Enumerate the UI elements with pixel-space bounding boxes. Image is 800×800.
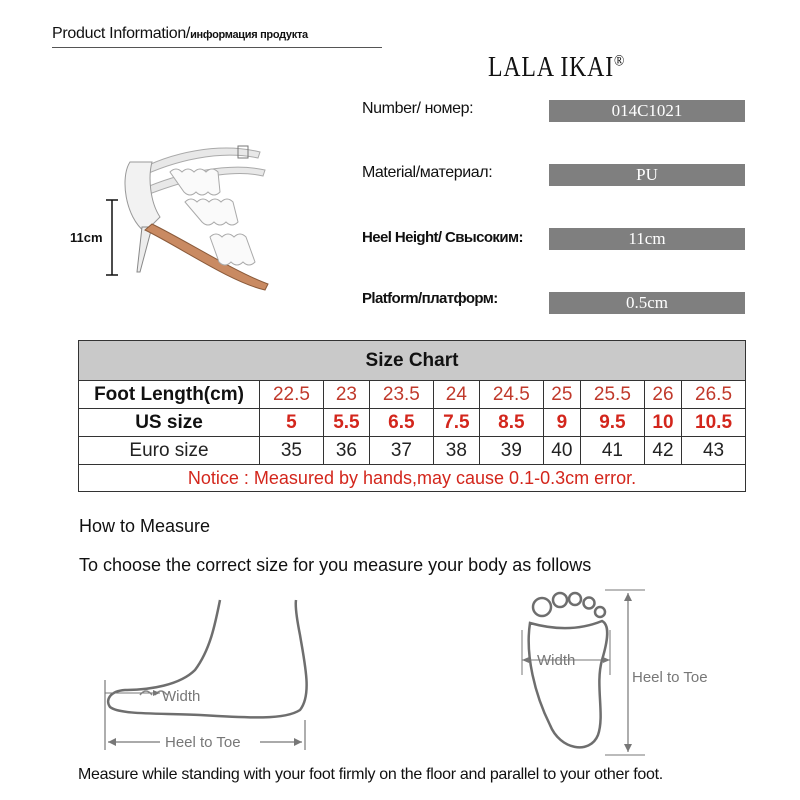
platform-label: Platform/платформ: — [362, 290, 498, 307]
table-cell: 9 — [543, 409, 580, 437]
heading-russian: информация продукта — [190, 29, 308, 41]
table-cell: 37 — [369, 437, 433, 465]
sandal-product-image — [60, 132, 290, 297]
product-info-heading — [52, 25, 308, 43]
side-width-label: Width — [162, 688, 201, 705]
how-to-measure-subtitle: To choose the correct size for you measure your body as follows — [79, 555, 592, 575]
table-cell: 24 — [433, 381, 479, 409]
number-value: 014C1021 — [549, 100, 745, 122]
table-row — [79, 409, 746, 437]
table-cell: 40 — [543, 437, 580, 465]
how-to-measure-title: How to Measure — [79, 516, 211, 536]
table-cell: 25.5 — [580, 381, 644, 409]
table-cell: 7.5 — [433, 409, 479, 437]
table-cell: 10.5 — [682, 409, 746, 437]
brand-name: LALA IKAI — [488, 52, 614, 83]
heel-height-label: Heel Height/ Свысоким: — [362, 229, 523, 246]
table-cell: 26 — [644, 381, 681, 409]
table-cell: 23 — [323, 381, 369, 409]
size-chart-table — [78, 340, 746, 492]
registered-mark: ® — [613, 52, 626, 70]
notice-row — [79, 465, 746, 492]
size-chart-title-row — [79, 341, 746, 381]
table-cell: 5 — [260, 409, 324, 437]
table-cell: 10 — [644, 409, 681, 437]
number-label: Number/ номер: — [362, 100, 474, 117]
us-size-header: US size — [79, 409, 260, 437]
measurement-instructions: Measure while standing with your foot firmly on the floor and parallel to your other foot. — [78, 766, 663, 783]
table-row — [79, 381, 746, 409]
sole-width-label: Width — [537, 652, 576, 669]
side-heel-to-toe-label: Heel to Toe — [165, 734, 241, 751]
table-cell: 38 — [433, 437, 479, 465]
euro-size-header: Euro size — [79, 437, 260, 465]
size-chart-title: Size Chart — [79, 341, 746, 381]
table-cell: 6.5 — [369, 409, 433, 437]
foot-length-header: Foot Length(cm) — [79, 381, 260, 409]
sole-heel-to-toe-label: Heel to Toe — [632, 669, 708, 686]
foot-sole-diagram — [510, 585, 740, 765]
foot-side-diagram — [100, 595, 330, 765]
material-value: PU — [549, 164, 745, 186]
table-cell: 8.5 — [479, 409, 543, 437]
table-cell: 43 — [682, 437, 746, 465]
heading-english: Product Information/ — [52, 25, 191, 42]
table-cell: 9.5 — [580, 409, 644, 437]
table-cell: 42 — [644, 437, 681, 465]
table-row — [79, 437, 746, 465]
table-cell: 23.5 — [369, 381, 433, 409]
table-cell: 25 — [543, 381, 580, 409]
table-cell: 36 — [323, 437, 369, 465]
table-cell: 22.5 — [260, 381, 324, 409]
heel-height-value: 11cm — [549, 228, 745, 250]
platform-value: 0.5cm — [549, 292, 745, 314]
table-cell: 35 — [260, 437, 324, 465]
heading-underline — [52, 47, 382, 48]
table-cell: 5.5 — [323, 409, 369, 437]
table-cell: 24.5 — [479, 381, 543, 409]
brand-logo — [488, 52, 625, 84]
heel-height-annotation: 11cm — [70, 230, 103, 245]
table-cell: 39 — [479, 437, 543, 465]
measurement-notice: Notice : Measured by hands,may cause 0.1-0.3cm error. — [79, 465, 746, 492]
table-cell: 26.5 — [682, 381, 746, 409]
table-cell: 41 — [580, 437, 644, 465]
material-label: Material/материал: — [362, 164, 493, 181]
